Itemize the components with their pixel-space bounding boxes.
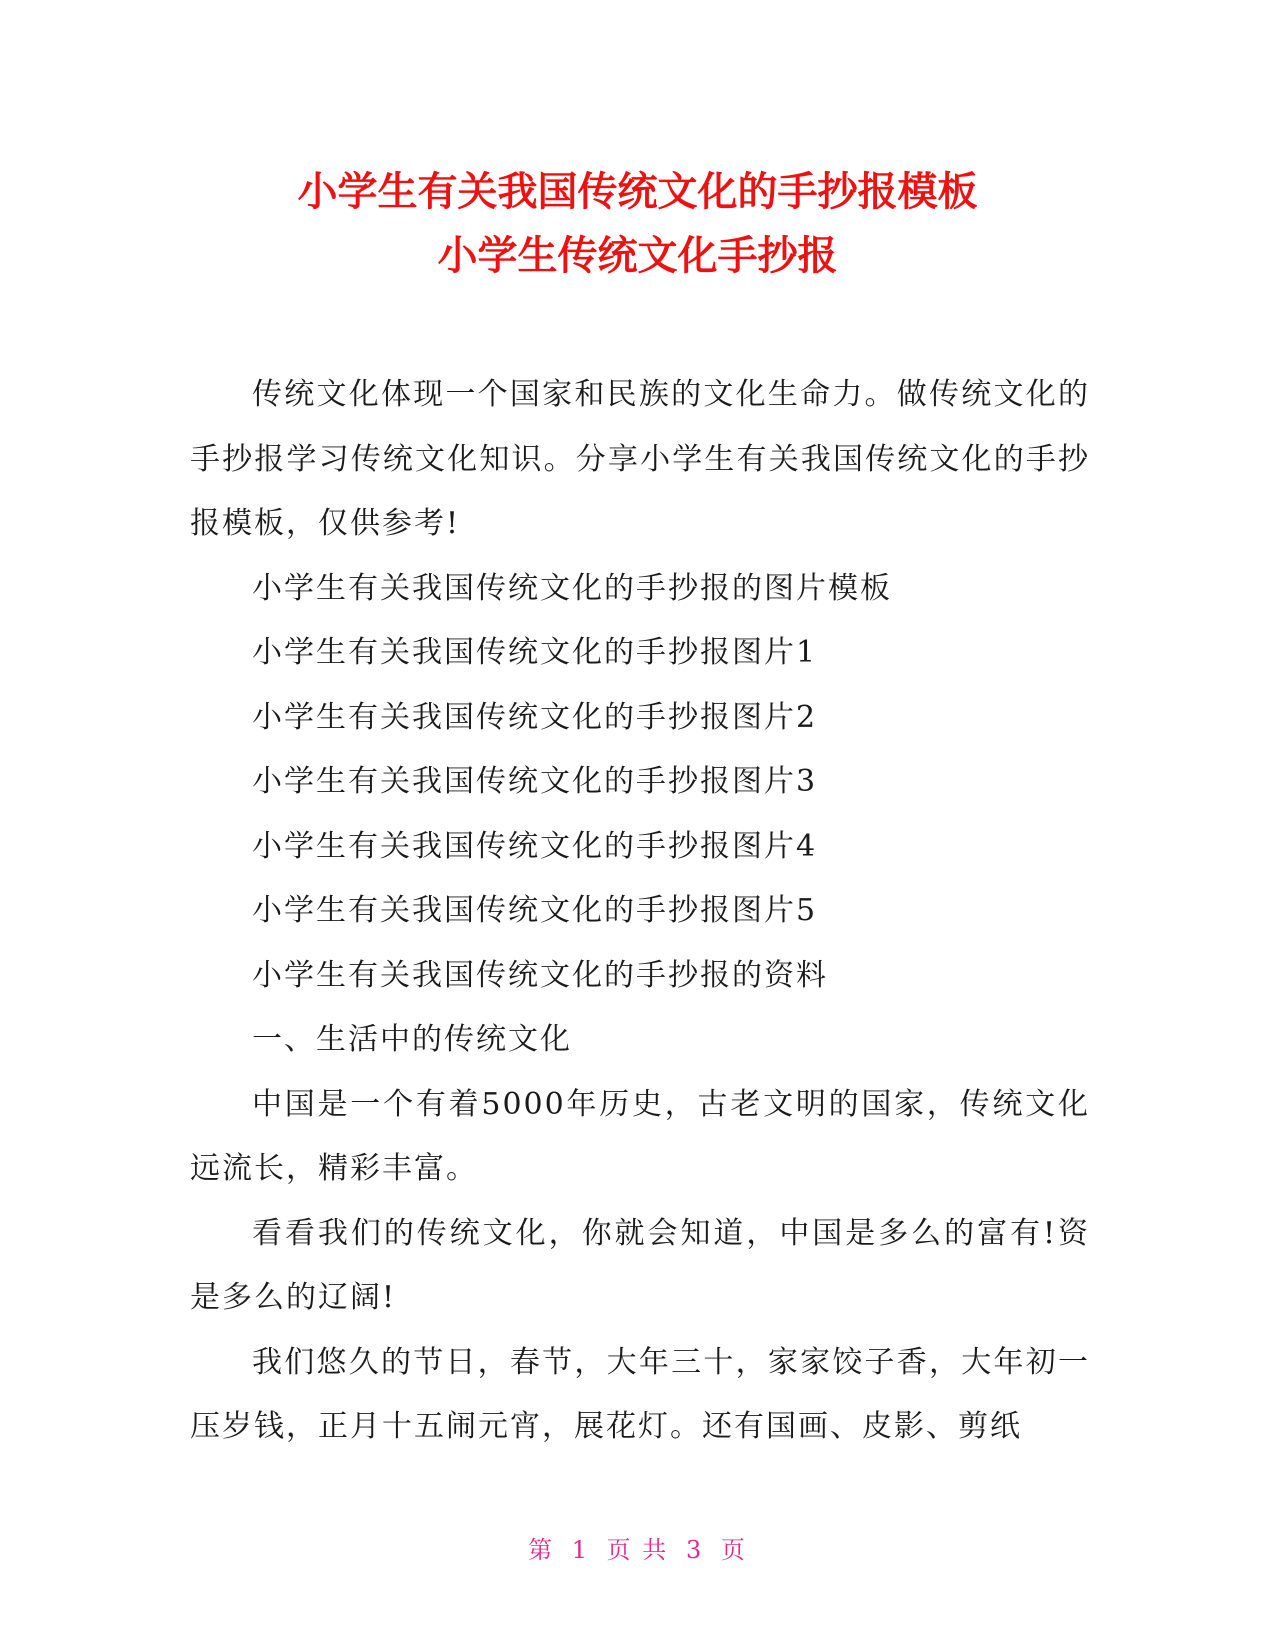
paragraph-materials-heading: 小学生有关我国传统文化的手抄报的资料: [252, 957, 828, 993]
footer-prefix: 第: [528, 1536, 555, 1564]
footer-total-pages: 3: [685, 1536, 704, 1564]
footer-suffix: 页: [720, 1536, 747, 1564]
paragraph-intro: 传统文化体现一个国家和民族的文化生命力。做传统文化的手抄报学习传统文化知识。分享小学生有关我国传统文化的手抄报模板，仅供参考!: [190, 377, 1090, 541]
document-title: [0, 160, 1275, 288]
paragraph-richness: 看看我们的传统文化，你就会知道，中国是多么的富有!资是多么的辽阔!: [190, 1215, 1090, 1315]
footer-middle: 页 共: [606, 1536, 669, 1564]
paragraph-image-1: 小学生有关我国传统文化的手抄报图片1: [252, 635, 818, 670]
paragraph-image-2: 小学生有关我国传统文化的手抄报图片2: [252, 699, 818, 735]
footer-page-number: 1: [571, 1536, 590, 1564]
paragraph-image-3: 小学生有关我国传统文化的手抄报图片3: [252, 764, 818, 799]
title-line-1: 小学生有关我国传统文化的手抄报模板: [297, 169, 978, 215]
paragraph-image-5: 小学生有关我国传统文化的手抄报图片5: [252, 893, 818, 928]
paragraph-history: 中国是一个有着5000年历史，古老文明的国家，传统文化远流长，精彩丰富。: [190, 1086, 1090, 1186]
paragraph-template-heading: 小学生有关我国传统文化的手抄报的图片模板: [252, 570, 892, 606]
title-line-2: 小学生传统文化手抄报: [437, 233, 838, 279]
section-heading-1: 一、生活中的传统文化: [252, 1022, 572, 1057]
page-footer: [0, 1530, 1275, 1565]
paragraph-festivals: 我们悠久的节日，春节，大年三十，家家饺子香，大年初一压岁钱，正月十五闹元宵，展花灯。还有国画、皮影、剪纸: [190, 1344, 1090, 1444]
paragraph-image-4: 小学生有关我国传统文化的手抄报图片4: [252, 828, 818, 864]
document-body: [190, 363, 1090, 1460]
